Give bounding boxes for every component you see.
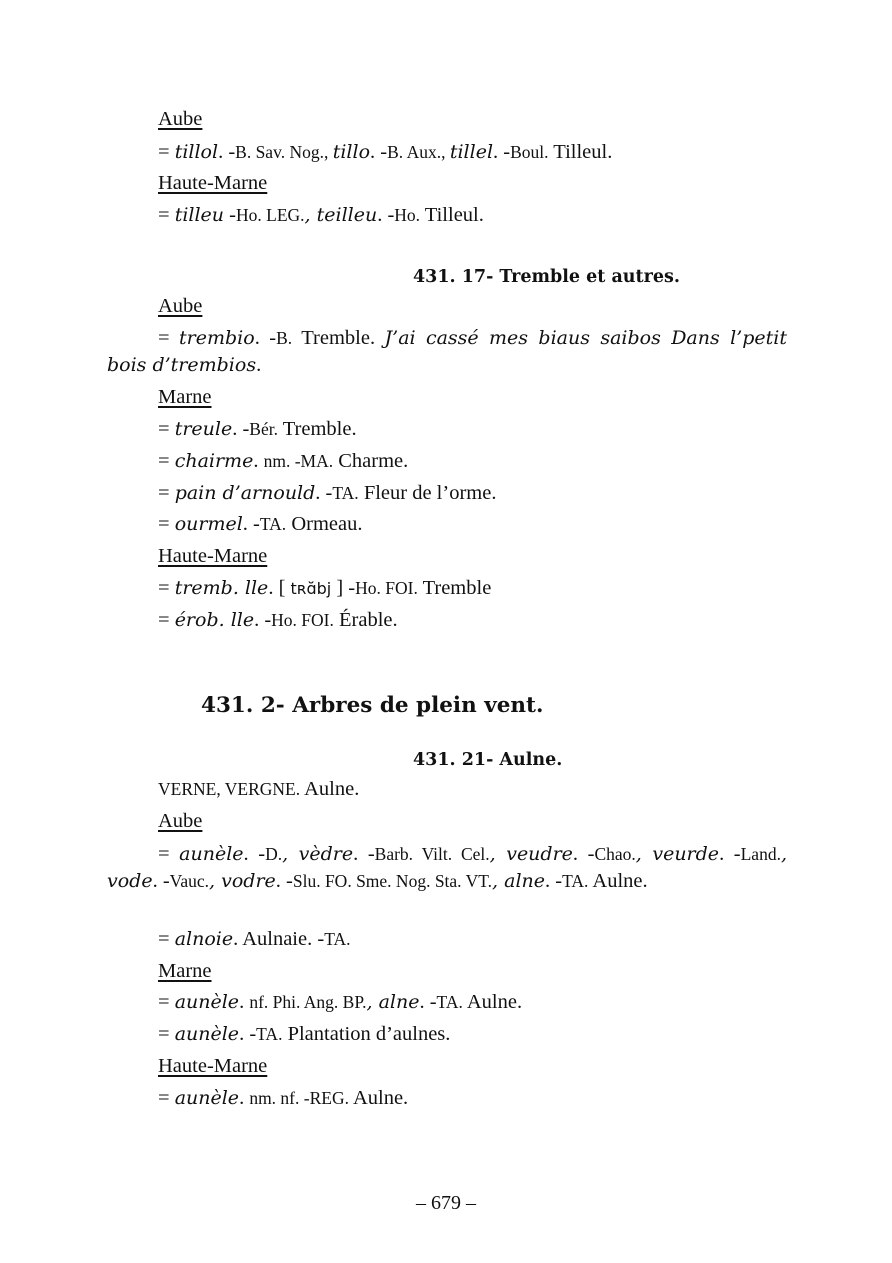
entry-chairme: = chairme. nm. -MA. Charme. xyxy=(158,450,409,472)
page-number: – 679 – xyxy=(416,1192,476,1214)
entry-verne-intro: VERNE, VERGNE. Aulne. xyxy=(158,778,360,800)
entry-tilleu: = tilleu -Ho. LEG., teilleu. -Ho. Tilleul. xyxy=(158,204,484,226)
subsection-heading-aulne: 431. 21- Aulne. xyxy=(413,750,563,770)
region-heading-marne: Marne xyxy=(158,960,212,982)
entry-ourmel: = ourmel. -TA. Ormeau. xyxy=(158,513,363,535)
entry-tremb-lle: = tremb. lle. [ tʀɑ̆bj ] -Ho. FOI. Tremble xyxy=(158,577,492,599)
entry-aunele-marne: = aunèle. nf. Phi. Ang. BP., alne. -TA. Aulne. xyxy=(158,991,523,1013)
region-heading-aube: Aube xyxy=(158,295,203,317)
entry-pain-darnould: = pain d’arnould. -TA. Fleur de l’orme. xyxy=(158,482,497,504)
entry-aunele-plantation: = aunèle. -TA. Plantation d’aulnes. xyxy=(158,1023,451,1045)
region-heading-haute-marne: Haute-Marne xyxy=(158,172,268,194)
region-heading-haute-marne: Haute-Marne xyxy=(158,545,268,567)
entry-aunele-hm: = aunèle. nm. nf. -REG. Aulne. xyxy=(158,1087,409,1109)
region-heading-haute-marne: Haute-Marne xyxy=(158,1055,268,1077)
entry-aunele-aube: = aunèle. -D., vèdre. -Barb. Vilt. Cel., veudre. -Chao., veurde. -Land., vode. -Vauc., vodre. -Slu. FO. Sme. Nog. Sta. VT., alne. -TA. Aulne. xyxy=(107,843,787,892)
region-heading-aube: Aube xyxy=(158,108,203,130)
subsection-heading-tremble: 431. 17- Tremble et autres. xyxy=(413,267,680,287)
entry-tillol: = tillol. -B. Sav. Nog., tillo. -B. Aux., tillel. -Boul. Tilleul. xyxy=(158,141,613,163)
region-heading-aube: Aube xyxy=(158,810,203,832)
entry-erob-lle: = érob. lle. -Ho. FOI. Érable. xyxy=(158,609,398,631)
entry-trembio: = trembio. -B. Tremble. J’ai cassé mes biaus saibos Dans l’petit bois d’trembios. xyxy=(107,327,787,376)
entry-treule: = treule. -Bér. Tremble. xyxy=(158,418,357,440)
region-heading-marne: Marne xyxy=(158,386,212,408)
entry-alnoie: = alnoie. Aulnaie. -TA. xyxy=(158,928,351,950)
section-heading-arbres: 431. 2- Arbres de plein vent. xyxy=(201,693,544,718)
